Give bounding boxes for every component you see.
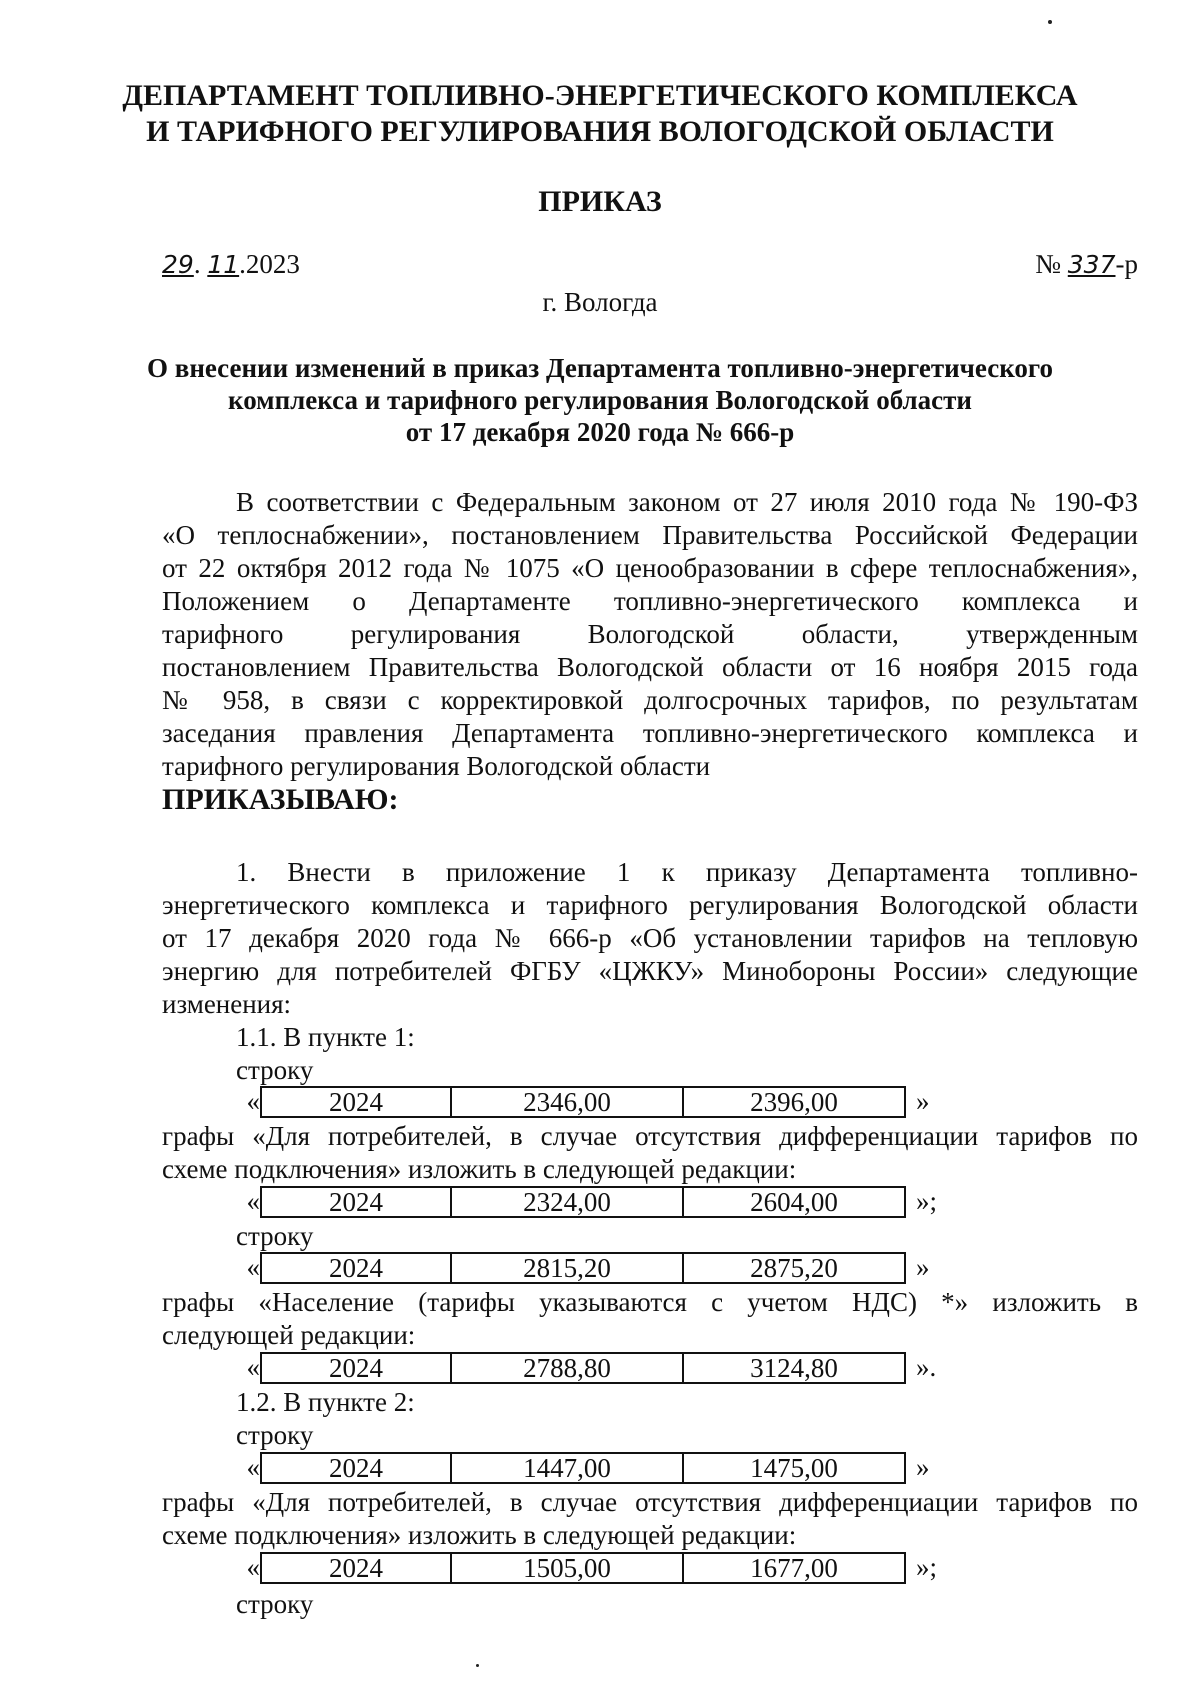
- graph-line: следующей редакции:: [162, 1320, 416, 1350]
- preamble-line: В соответствии с Федеральным законом от 27 июля 2010 года № 190-ФЗ: [236, 487, 1138, 517]
- tariff-cell: 2396,00: [750, 1087, 838, 1117]
- item1-line: энергетического комплекса и тарифного регулирования Вологодской области: [162, 890, 1138, 920]
- department-name-line2: И ТАРИФНОГО РЕГУЛИРОВАНИЯ ВОЛОГОДСКОЙ ОБЛАСТИ: [146, 115, 1054, 148]
- tariff-row: « 2024 2324,00 2604,00 »;: [246, 1186, 938, 1217]
- graph-line: схеме подключения» изложить в следующей редакции:: [162, 1520, 797, 1550]
- tariff-cell: 2875,20: [750, 1253, 838, 1283]
- tariff-cell: 1475,00: [750, 1453, 838, 1483]
- tariff-cell: 2324,00: [452, 1188, 684, 1216]
- stroku-label: строку: [236, 1221, 314, 1251]
- subitem-1-2-title: 1.2. В пункте 2:: [236, 1387, 415, 1417]
- tariff-row: « 2024 1447,00 1475,00 »: [246, 1452, 930, 1483]
- preamble-line: от 22 октября 2012 года № 1075 «О ценообразовании в сфере теплоснабжения»,: [162, 553, 1138, 583]
- subject-line1: О внесении изменений в приказ Департамента топливно-энергетического: [146, 353, 1053, 383]
- preamble-line: «О теплоснабжении», постановлением Правительства Российской Федерации: [162, 520, 1138, 550]
- stroku-label: строку: [236, 1055, 314, 1085]
- city: г. Вологда: [542, 287, 658, 317]
- graph-line: схеме подключения» изложить в следующей редакции:: [162, 1154, 797, 1184]
- year-cell: 2024: [262, 1454, 452, 1482]
- tariff-row: « 2024 2815,20 2875,20 »: [246, 1252, 930, 1283]
- preamble-line: постановлением Правительства Вологодской области от 16 ноября 2015 года: [162, 652, 1138, 682]
- tariff-cell: 1505,00: [452, 1554, 684, 1582]
- item1-line: энергию для потребителей ФГБУ «ЦЖКУ» Минобороны России» следующие: [162, 956, 1138, 986]
- preamble-line: тарифного регулирования Вологодской области, утвержденным: [162, 619, 1138, 649]
- year-cell: 2024: [262, 1088, 452, 1116]
- stroku-label: строку: [236, 1589, 314, 1619]
- stroku-label: строку: [236, 1420, 314, 1450]
- order-word: ПРИКАЗЫВАЮ:: [162, 783, 399, 816]
- tariff-cell: 2604,00: [750, 1187, 838, 1217]
- tariff-row: « 2024 2788,80 3124,80 ».: [246, 1352, 937, 1383]
- handwritten-number: 337: [1067, 250, 1116, 279]
- subject-line2: комплекса и тарифного регулирования Вологодской области: [228, 385, 972, 415]
- date-year: .2023: [239, 249, 300, 279]
- graph-line: графы «Для потребителей, в случае отсутствия дифференциации тарифов по: [162, 1487, 1138, 1517]
- year-cell: 2024: [262, 1354, 452, 1382]
- preamble-line: Положением о Департаменте топливно-энергетического комплекса и: [162, 586, 1138, 616]
- tariff-cell: 2788,80: [452, 1354, 684, 1382]
- year-cell: 2024: [262, 1188, 452, 1216]
- item1-line: от 17 декабря 2020 года № 666-р «Об установлении тарифов на тепловую: [162, 923, 1138, 953]
- tariff-cell: 1677,00: [750, 1553, 838, 1583]
- number-suffix: -р: [1115, 249, 1138, 279]
- number-sign: №: [1035, 249, 1062, 279]
- tariff-row: « 2024 2346,00 2396,00 »: [246, 1086, 930, 1117]
- subitem-1-1-title: 1.1. В пункте 1:: [236, 1022, 415, 1052]
- tariff-cell: 1447,00: [452, 1454, 684, 1482]
- item1-line: 1. Внести в приложение 1 к приказу Департамента топливно-: [236, 857, 1138, 887]
- order-date: 29. 11.2023: [162, 249, 300, 279]
- tariff-cell: 3124,80: [750, 1353, 838, 1383]
- tariff-cell: 2815,20: [452, 1254, 684, 1282]
- year-cell: 2024: [262, 1554, 452, 1582]
- speck: [476, 1664, 479, 1667]
- department-name-line1: ДЕПАРТАМЕНТ ТОПЛИВНО-ЭНЕРГЕТИЧЕСКОГО КОМПЛЕКСА: [122, 79, 1078, 112]
- year-cell: 2024: [262, 1254, 452, 1282]
- tariff-row: « 2024 1505,00 1677,00 »;: [246, 1552, 938, 1583]
- preamble-line: заседания правления Департамента топливно-энергетического комплекса и: [162, 718, 1138, 748]
- document-type: ПРИКАЗ: [538, 185, 662, 218]
- preamble-line: тарифного регулирования Вологодской области: [162, 751, 711, 781]
- subject-line3: от 17 декабря 2020 года № 666-р: [405, 417, 795, 447]
- handwritten-month: 11: [207, 250, 240, 279]
- handwritten-day: 29: [162, 250, 194, 279]
- preamble-line: № 958, в связи с корректировкой долгосрочных тарифов, по результатам: [162, 685, 1138, 715]
- tariff-cell: 2346,00: [452, 1088, 684, 1116]
- order-number: [1035, 248, 1138, 281]
- graph-line: графы «Для потребителей, в случае отсутствия дифференциации тарифов по: [162, 1121, 1138, 1151]
- speck: [1048, 20, 1052, 24]
- graph-line: графы «Население (тарифы указываются с учетом НДС) *» изложить в: [162, 1287, 1138, 1317]
- item1-line: изменения:: [162, 989, 292, 1019]
